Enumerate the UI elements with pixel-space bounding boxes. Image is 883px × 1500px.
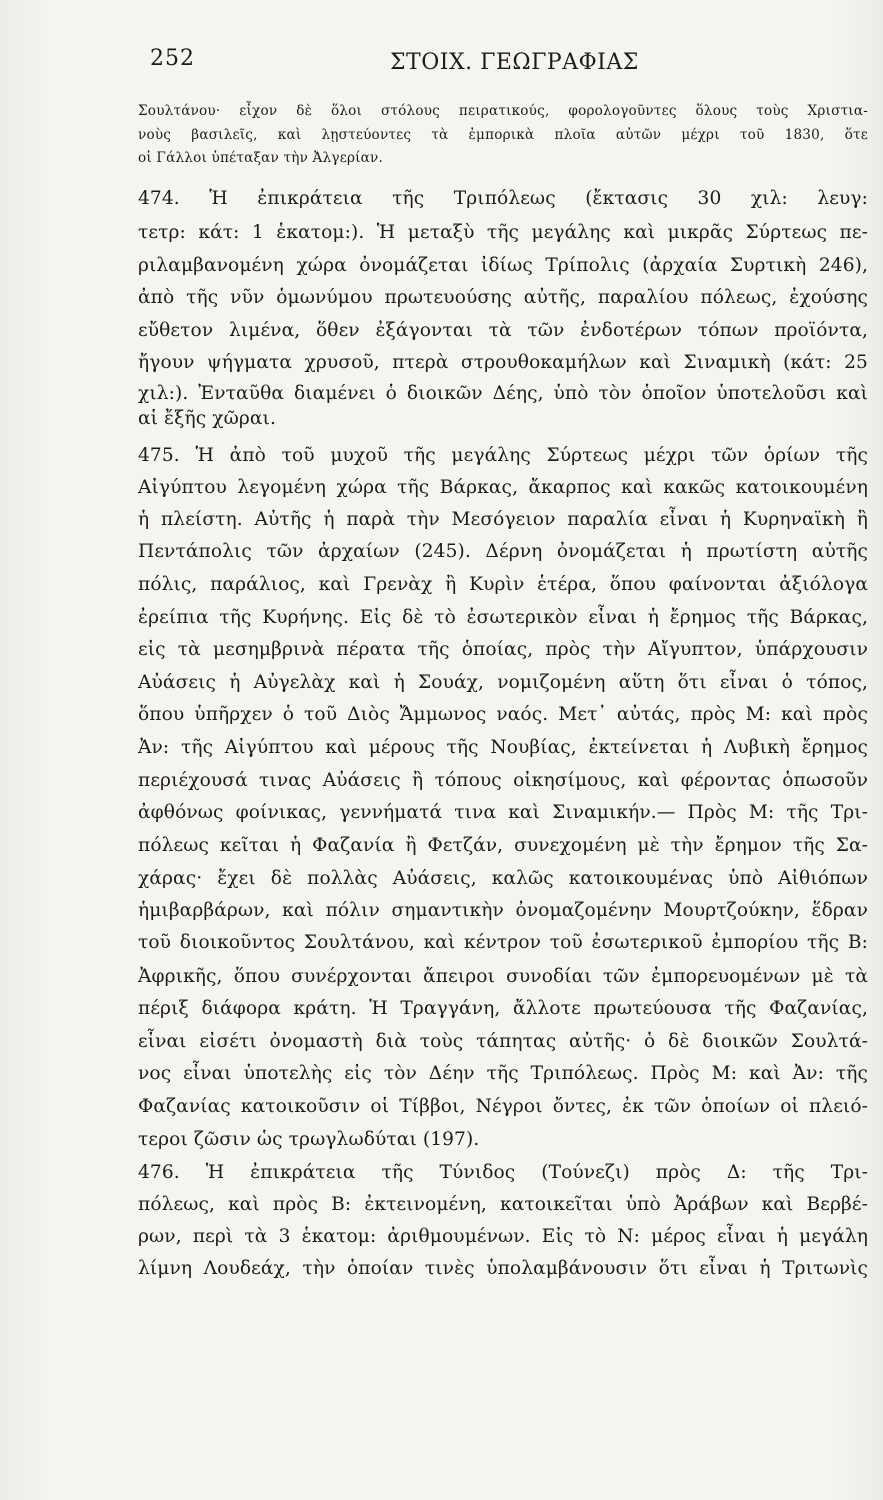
text-line: Ἀφρικῆς, ὅπου συνέρχονται ἄπειροι συνοδίαι τῶν ἐμπορευομένων μὲ τὰ (138, 966, 868, 987)
text-line: Αἰγύπτου λεγομένη χώρα τῆς Βάρκας, ἄκαρπος καὶ κακῶς κατοικουμένη (138, 477, 868, 498)
text-line: ἀφθόνως φοίνικας, γεννήματά τινα καὶ Σιναμικήν.— Πρὸς Μ: τῆς Τρι- (138, 802, 868, 823)
running-title: ΣΤΟΙΧ. ΓΕΩΓΡΑΦΙΑΣ (390, 50, 639, 75)
text-line: Σουλτάνου· εἶχον δὲ ὅλοι στόλους πειρατικούς, φορολογοῦντες ὅλους τοὺς Χριστια- (138, 103, 868, 119)
text-line: λίμνη Λουδεάχ, τὴν ὁποίαν τινὲς ὑπολαμβάνουσιν ὅτι εἶναι ἡ Τριτωνὶς (138, 1258, 868, 1279)
text-line: τετρ: κάτ: 1 ἑκατομ:). Ἡ μεταξὺ τῆς μεγάλης καὶ μικρᾶς Σύρτεως πε- (138, 222, 868, 243)
text-line: χιλ:). Ἐνταῦθα διαμένει ὁ διοικῶν Δέης, ὑπὸ τὸν ὁποῖον ὑποτελοῦσι καὶ (138, 383, 868, 404)
text-line: πόλεως, καὶ πρὸς Β: ἐκτεινομένη, κατοικεῖται ὑπὸ Ἀράβων καὶ Βερβέ- (138, 1194, 868, 1215)
text-line: εἶναι εἰσέτι ὀνομαστὴ διὰ τοὺς τάπητας αὐτῆς· ὁ δὲ διοικῶν Σουλτά- (138, 1031, 868, 1052)
text-line: ρων, περὶ τὰ 3 ἑκατομ: ἀριθμουμένων. Εἰς τὸ Ν: μέρος εἶναι ἡ μεγάλη (138, 1226, 868, 1247)
text-line: τοῦ διοικοῦντος Σουλτάνου, καὶ κέντρον τοῦ ἐσωτερικοῦ ἐμπορίου τῆς Β: (138, 932, 868, 953)
text-line: 476. Ἡ ἐπικράτεια τῆς Τύνιδος (Τούνεζι) πρὸς Δ: τῆς Τρι- (138, 1162, 868, 1183)
text-line: περιέχουσά τινας Αὐάσεις ἢ τόπους οἰκησίμους, καὶ φέροντας ὁπωσοῦν (138, 770, 868, 791)
text-line: 475. Ἡ ἀπὸ τοῦ μυχοῦ τῆς μεγάλης Σύρτεως μέχρι τῶν ὁρίων τῆς (138, 445, 868, 466)
text-line: Ἀν: τῆς Αἰγύπτου καὶ μέρους τῆς Νουβίας, ἐκτείνεται ἡ Λυβικὴ ἔρημος (138, 737, 868, 758)
text-line: πέριξ διάφορα κράτη. Ἡ Τραγγάνη, ἄλλοτε πρωτεύουσα τῆς Φαζανίας, (138, 998, 868, 1019)
text-line: τεροι ζῶσιν ὡς τρωγλωδύται (197). (138, 1129, 480, 1150)
text-line: νος εἶναι ὑποτελὴς εἰς τὸν Δέην τῆς Τριπόλεως. Πρὸς Μ: καὶ Ἀν: τῆς (138, 1063, 868, 1084)
text-line: ἀπὸ τῆς νῦν ὁμωνύμου πρωτευούσης αὐτῆς, παραλίου πόλεως, ἐχούσης (138, 287, 868, 308)
text-line: εἰς τὰ μεσημβρινὰ πέρατα τῆς ὁποίας, πρὸς τὴν Αἴγυπτον, ὑπάρχουσιν (138, 639, 868, 660)
text-line: ἡμιβαρβάρων, καὶ πόλιν σημαντικὴν ὀνομαζομένην Μουρτζούκην, ἕδραν (138, 900, 868, 921)
text-line: οἱ Γάλλοι ὑπέταξαν τὴν Ἀλγερίαν. (138, 150, 384, 166)
text-line: ἐρείπια τῆς Κυρήνης. Εἰς δὲ τὸ ἐσωτερικὸν εἶναι ἡ ἔρημος τῆς Βάρκας, (138, 607, 868, 628)
text-line: χάρας· ἔχει δὲ πολλὰς Αὐάσεις, καλῶς κατοικουμένας ὑπὸ Αἰθιόπων (138, 868, 868, 889)
text-line: ριλαμβανομένη χώρα ὀνομάζεται ἰδίως Τρίπολις (ἀρχαία Συρτικὴ 246), (138, 255, 868, 276)
text-line: ἤγουν ψήγματα χρυσοῦ, πτερὰ στρουθοκαμήλων καὶ Σιναμικὴ (κάτ: 25 (138, 352, 868, 373)
text-line: Αὐάσεις ἡ Αὐγελὰχ καὶ ἡ Σουάχ, νομιζομένη αὕτη ὅτι εἶναι ὁ τόπος, (138, 672, 868, 693)
text-line: νοὺς βασιλεῖς, καὶ λῃστεύοντες τὰ ἐμπορικὰ πλοῖα αὐτῶν μέχρι τοῦ 1830, ὅτε (138, 127, 868, 143)
text-line: ὅπου ὑπῆρχεν ὁ τοῦ Διὸς Ἄμμωνος ναός. Μετ᾽ αὐτάς, πρὸς Μ: καὶ πρὸς (138, 704, 868, 725)
page-number: 252 (150, 46, 195, 71)
text-line: Πεντάπολις τῶν ἀρχαίων (245). Δέρνη ὀνομάζεται ἡ πρωτίστη αὐτῆς (138, 541, 868, 562)
text-line: 474. Ἡ ἐπικράτεια τῆς Τριπόλεως (ἔκτασις 30 χιλ: λευγ: (138, 188, 868, 209)
text-line: ἡ πλείστη. Αὐτῆς ἡ παρὰ τὴν Μεσόγειον παραλία εἶναι ἡ Κυρηναϊκὴ ἢ (138, 509, 868, 530)
page-header (150, 46, 850, 80)
text-line: εὔθετον λιμένα, ὅθεν ἐξάγονται τὰ τῶν ἐνδοτέρων τόπων προϊόντα, (138, 320, 868, 341)
text-line: Φαζανίας κατοικοῦσιν οἱ Τίββοι, Νέγροι ὄντες, ἐκ τῶν ὁποίων οἱ πλειό- (138, 1096, 868, 1117)
text-line: αἱ ἔξῆς χῶραι. (138, 408, 276, 429)
text-line: πόλις, παράλιος, καὶ Γρενὰχ ἢ Κυρὶν ἑτέρα, ὅπου φαίνονται ἀξιόλογα (138, 574, 868, 595)
text-line: πόλεως κεῖται ἡ Φαζανία ἢ Φετζάν, συνεχομένη μὲ τὴν ἔρημον τῆς Σα- (138, 835, 868, 856)
